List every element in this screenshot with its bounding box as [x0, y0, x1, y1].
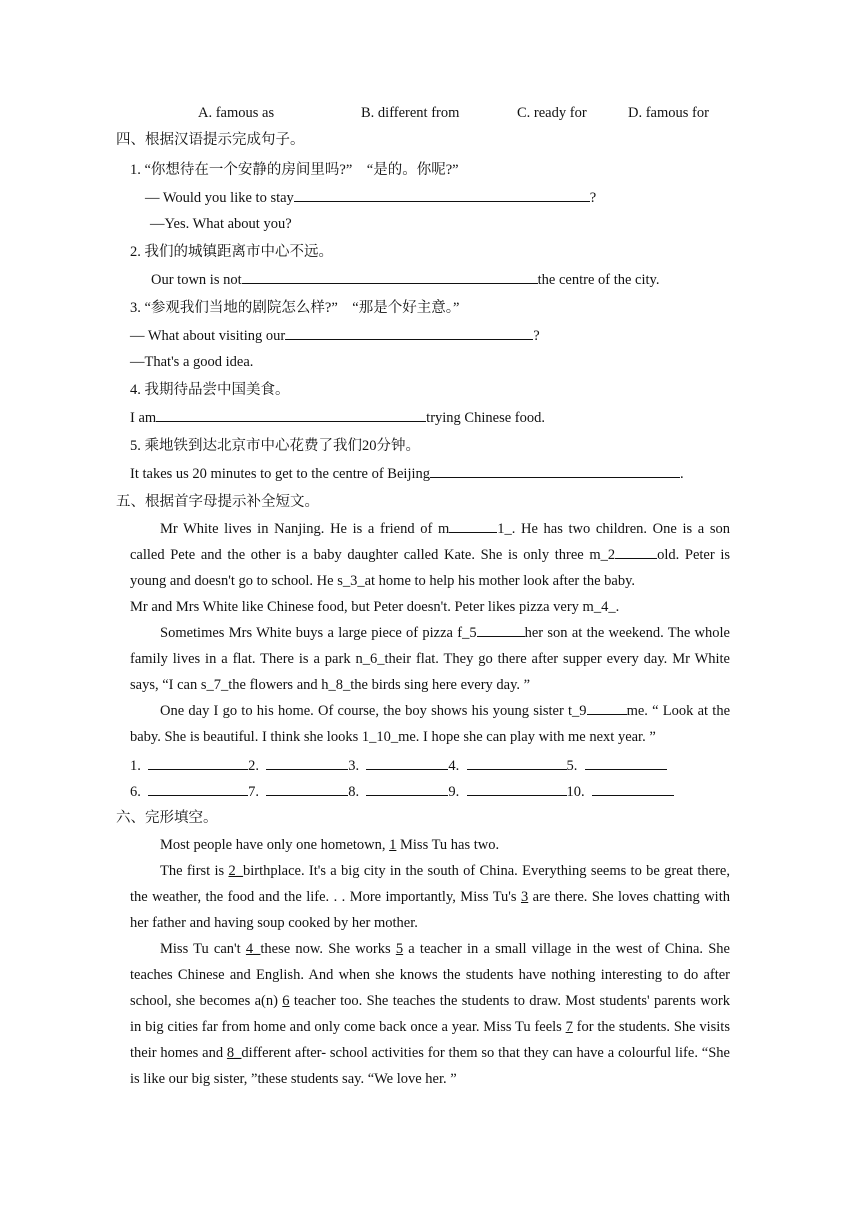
q3-chinese: 3. “参观我们当地的剧院怎么样?” “那是个好主意。” [130, 300, 460, 316]
s6-paragraph-3: Miss Tu can't 4_these now. She works 5 a teacher in a small village in the west of China. She teaches Chinese and English. And when she knows the students have nothing interesting to do after school, she becomes a(n) 6 teacher too. She teaches the students to draw. Most students' parents work in big cities far from home and only come back once a year. Miss Tu feels 7 for the students. She visits their homes and 8_different after- school activities for them so that they can have a colourful life. “She is like our big sister, ”these students say. “We love her. ” [130, 941, 730, 1087]
q1-english [145, 189, 596, 207]
section4-heading: 四、根据汉语提示完成句子。 [116, 132, 305, 148]
s6-paragraph-2: The first is 2_birthplace. It's a big city in the south of China. Everything seems to be great there, the weather, the food and the life. . . More importantly, Miss Tu's 3 are there. She loves chatting with her father and having soup cooked by her mother. [130, 863, 730, 931]
answer-blank-4[interactable] [467, 757, 567, 770]
cloze-marker-8: 8_ [226, 1045, 242, 1061]
q5-chinese: 5. 乘地铁到达北京市中心花费了我们20分钟。 [130, 438, 420, 454]
answer-blank-1[interactable] [148, 757, 248, 770]
cloze-marker-3: 3 [520, 889, 529, 905]
q4-suffix: trying Chinese food. [426, 410, 545, 426]
cloze-marker-4: 4_ [245, 941, 261, 957]
cloze-marker-1: 1 [389, 837, 397, 853]
s6-paragraph-1: Most people have only one hometown, 1 Miss Tu has two. [160, 837, 500, 853]
answer-row-2: 6. 7. 8. 9. 10. [130, 783, 674, 801]
answer-blank-10[interactable] [592, 783, 674, 796]
answer-blank-5[interactable] [585, 757, 667, 770]
cloze-marker-5: 5 [395, 941, 404, 957]
s5-blank-2[interactable] [615, 546, 657, 559]
q4-blank[interactable] [156, 409, 426, 422]
s5-paragraph-2: Mr and Mrs White like Chinese food, but Peter doesn't. Peter likes pizza very m_4_. [130, 599, 620, 615]
s5-blank-1[interactable] [449, 520, 497, 533]
answer-row-1: 1. 2. 3. 4. 5. [130, 757, 667, 775]
cloze-marker-2: 2_ [228, 863, 243, 879]
q1-prefix: — Would you like to stay [145, 190, 294, 206]
cloze-marker-7: 7 [565, 1019, 573, 1035]
answer-blank-3[interactable] [366, 757, 448, 770]
q4-chinese: 4. 我期待品尝中国美食。 [130, 382, 290, 398]
option-d: D. famous for [628, 105, 709, 121]
section6-heading: 六、完形填空。 [116, 810, 218, 826]
option-a: A. famous as [198, 105, 275, 121]
section6-passage [130, 832, 730, 1092]
answer-blank-6[interactable] [148, 783, 248, 796]
q5-blank[interactable] [430, 465, 680, 478]
section5-passage [130, 516, 730, 750]
s5-paragraph-4: One day I go to his home. Of course, the boy shows his young sister t_9 me. “ Look at the baby. She is beautiful. I think she looks 1_10_me. I hope she can play with me next year. ” [130, 703, 731, 745]
q4-english [130, 409, 545, 427]
q5-prefix: It takes us 20 minutes to get to the centre of Beijing [130, 466, 431, 482]
q5-english [130, 465, 684, 483]
option-b: B. different from [361, 105, 460, 121]
section5-heading: 五、根据首字母提示补全短文。 [116, 494, 319, 510]
q3-prefix: — What about visiting our [130, 328, 286, 344]
s5-blank-5[interactable] [477, 624, 525, 637]
cloze-marker-6: 6 [282, 993, 290, 1009]
q2-blank[interactable] [242, 271, 538, 284]
option-c: C. ready for [517, 105, 587, 121]
answer-blank-8[interactable] [366, 783, 448, 796]
q4-prefix: I am [130, 410, 157, 426]
answer-blank-9[interactable] [467, 783, 567, 796]
s5-paragraph-1: Mr White lives in Nanjing. He is a friend of m 1_. He has two children. One is a son called Pete and the other is a baby daughter called Kate. She is only three m_2 old. Peter is young and doesn't go to school. He s_3_at home to help his mother look after the baby. [130, 521, 730, 589]
answer-blank-2[interactable] [266, 757, 348, 770]
q1-answer: —Yes. What about you? [150, 216, 292, 232]
answer-blank-7[interactable] [266, 783, 348, 796]
q3-answer: —That's a good idea. [130, 354, 254, 370]
q1-chinese: 1. “你想待在一个安静的房间里吗?” “是的。你呢?” [130, 162, 459, 178]
q3-suffix: ? [533, 328, 540, 344]
q1-blank[interactable] [294, 189, 590, 202]
q2-chinese: 2. 我们的城镇距离市中心不远。 [130, 244, 333, 260]
s5-paragraph-3: Sometimes Mrs White buys a large piece of pizza f_5 her son at the weekend. The whole family lives in a flat. There is a park n_6_their flat. They go there after supper every day. Mr White says, “I can s_7_the flowers and h_8_the birds sing here every day. ” [130, 625, 730, 693]
q2-prefix: Our town is not [151, 272, 242, 288]
q2-english [151, 271, 659, 289]
q2-suffix: the centre of the city. [537, 272, 660, 288]
q5-suffix: . [680, 466, 684, 482]
q3-english [130, 327, 540, 345]
q1-suffix: ? [589, 190, 597, 206]
q3-blank[interactable] [285, 327, 533, 340]
s5-blank-9[interactable] [587, 702, 627, 715]
